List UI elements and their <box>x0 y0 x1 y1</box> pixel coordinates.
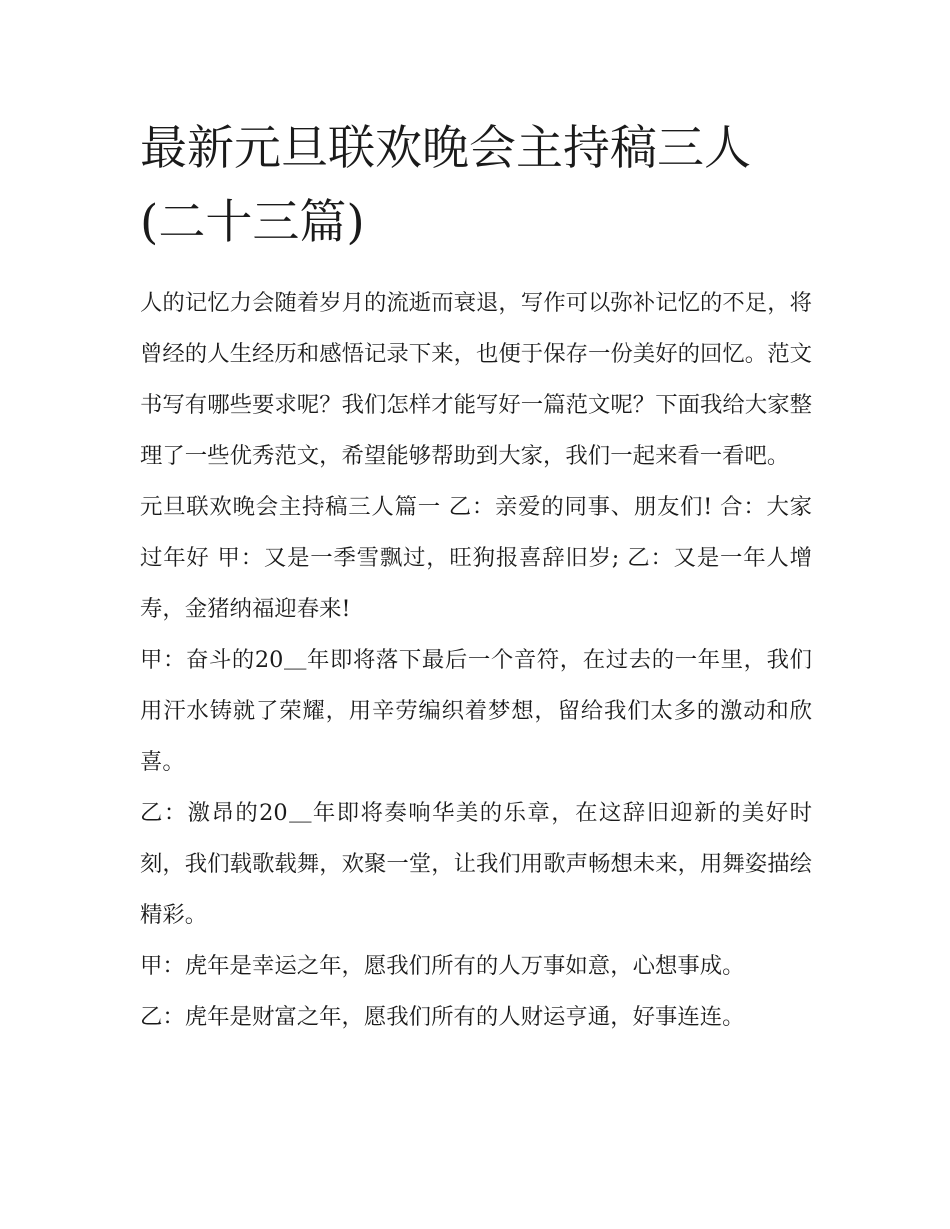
document-title: 最新元旦联欢晚会主持稿三人(二十三篇) <box>140 121 751 250</box>
document-body <box>140 278 812 1043</box>
script-paragraph: 甲：虎年是幸运之年，愿我们所有的人万事如意，心想事成。 <box>140 953 745 979</box>
script-paragraph: 乙：激昂的20＿年即将奏响华美的乐章，在这辞旧迎新的美好时刻，我们载歌载舞，欢聚一堂，让我们用歌声畅想未来，用舞姿描绘精彩。 <box>140 800 812 928</box>
script-paragraph: 甲：奋斗的20＿年即将落下最后一个音符，在过去的一年里，我们用汗水铸就了荣耀，用辛劳编织着梦想，留给我们太多的激动和欣喜。 <box>140 647 812 775</box>
script-paragraph: 元旦联欢晚会主持稿三人篇一 乙：亲爱的同事、朋友们! 合：大家过年好 甲：又是一季雪飘过，旺狗报喜辞旧岁; 乙：又是一年人增寿，金猪纳福迎春来! <box>140 494 812 622</box>
intro-paragraph: 人的记忆力会随着岁月的流逝而衰退，写作可以弥补记忆的不足，将曾经的人生经历和感悟记录下来，也便于保存一份美好的回忆。范文书写有哪些要求呢？我们怎样才能写好一篇范文呢？下面我给大家整理了一些优秀范文，希望能够帮助到大家，我们一起来看一看吧。 <box>140 290 812 469</box>
script-paragraph: 乙：虎年是财富之年，愿我们所有的人财运亨通，好事连连。 <box>140 1004 745 1030</box>
document-page <box>140 112 812 1043</box>
